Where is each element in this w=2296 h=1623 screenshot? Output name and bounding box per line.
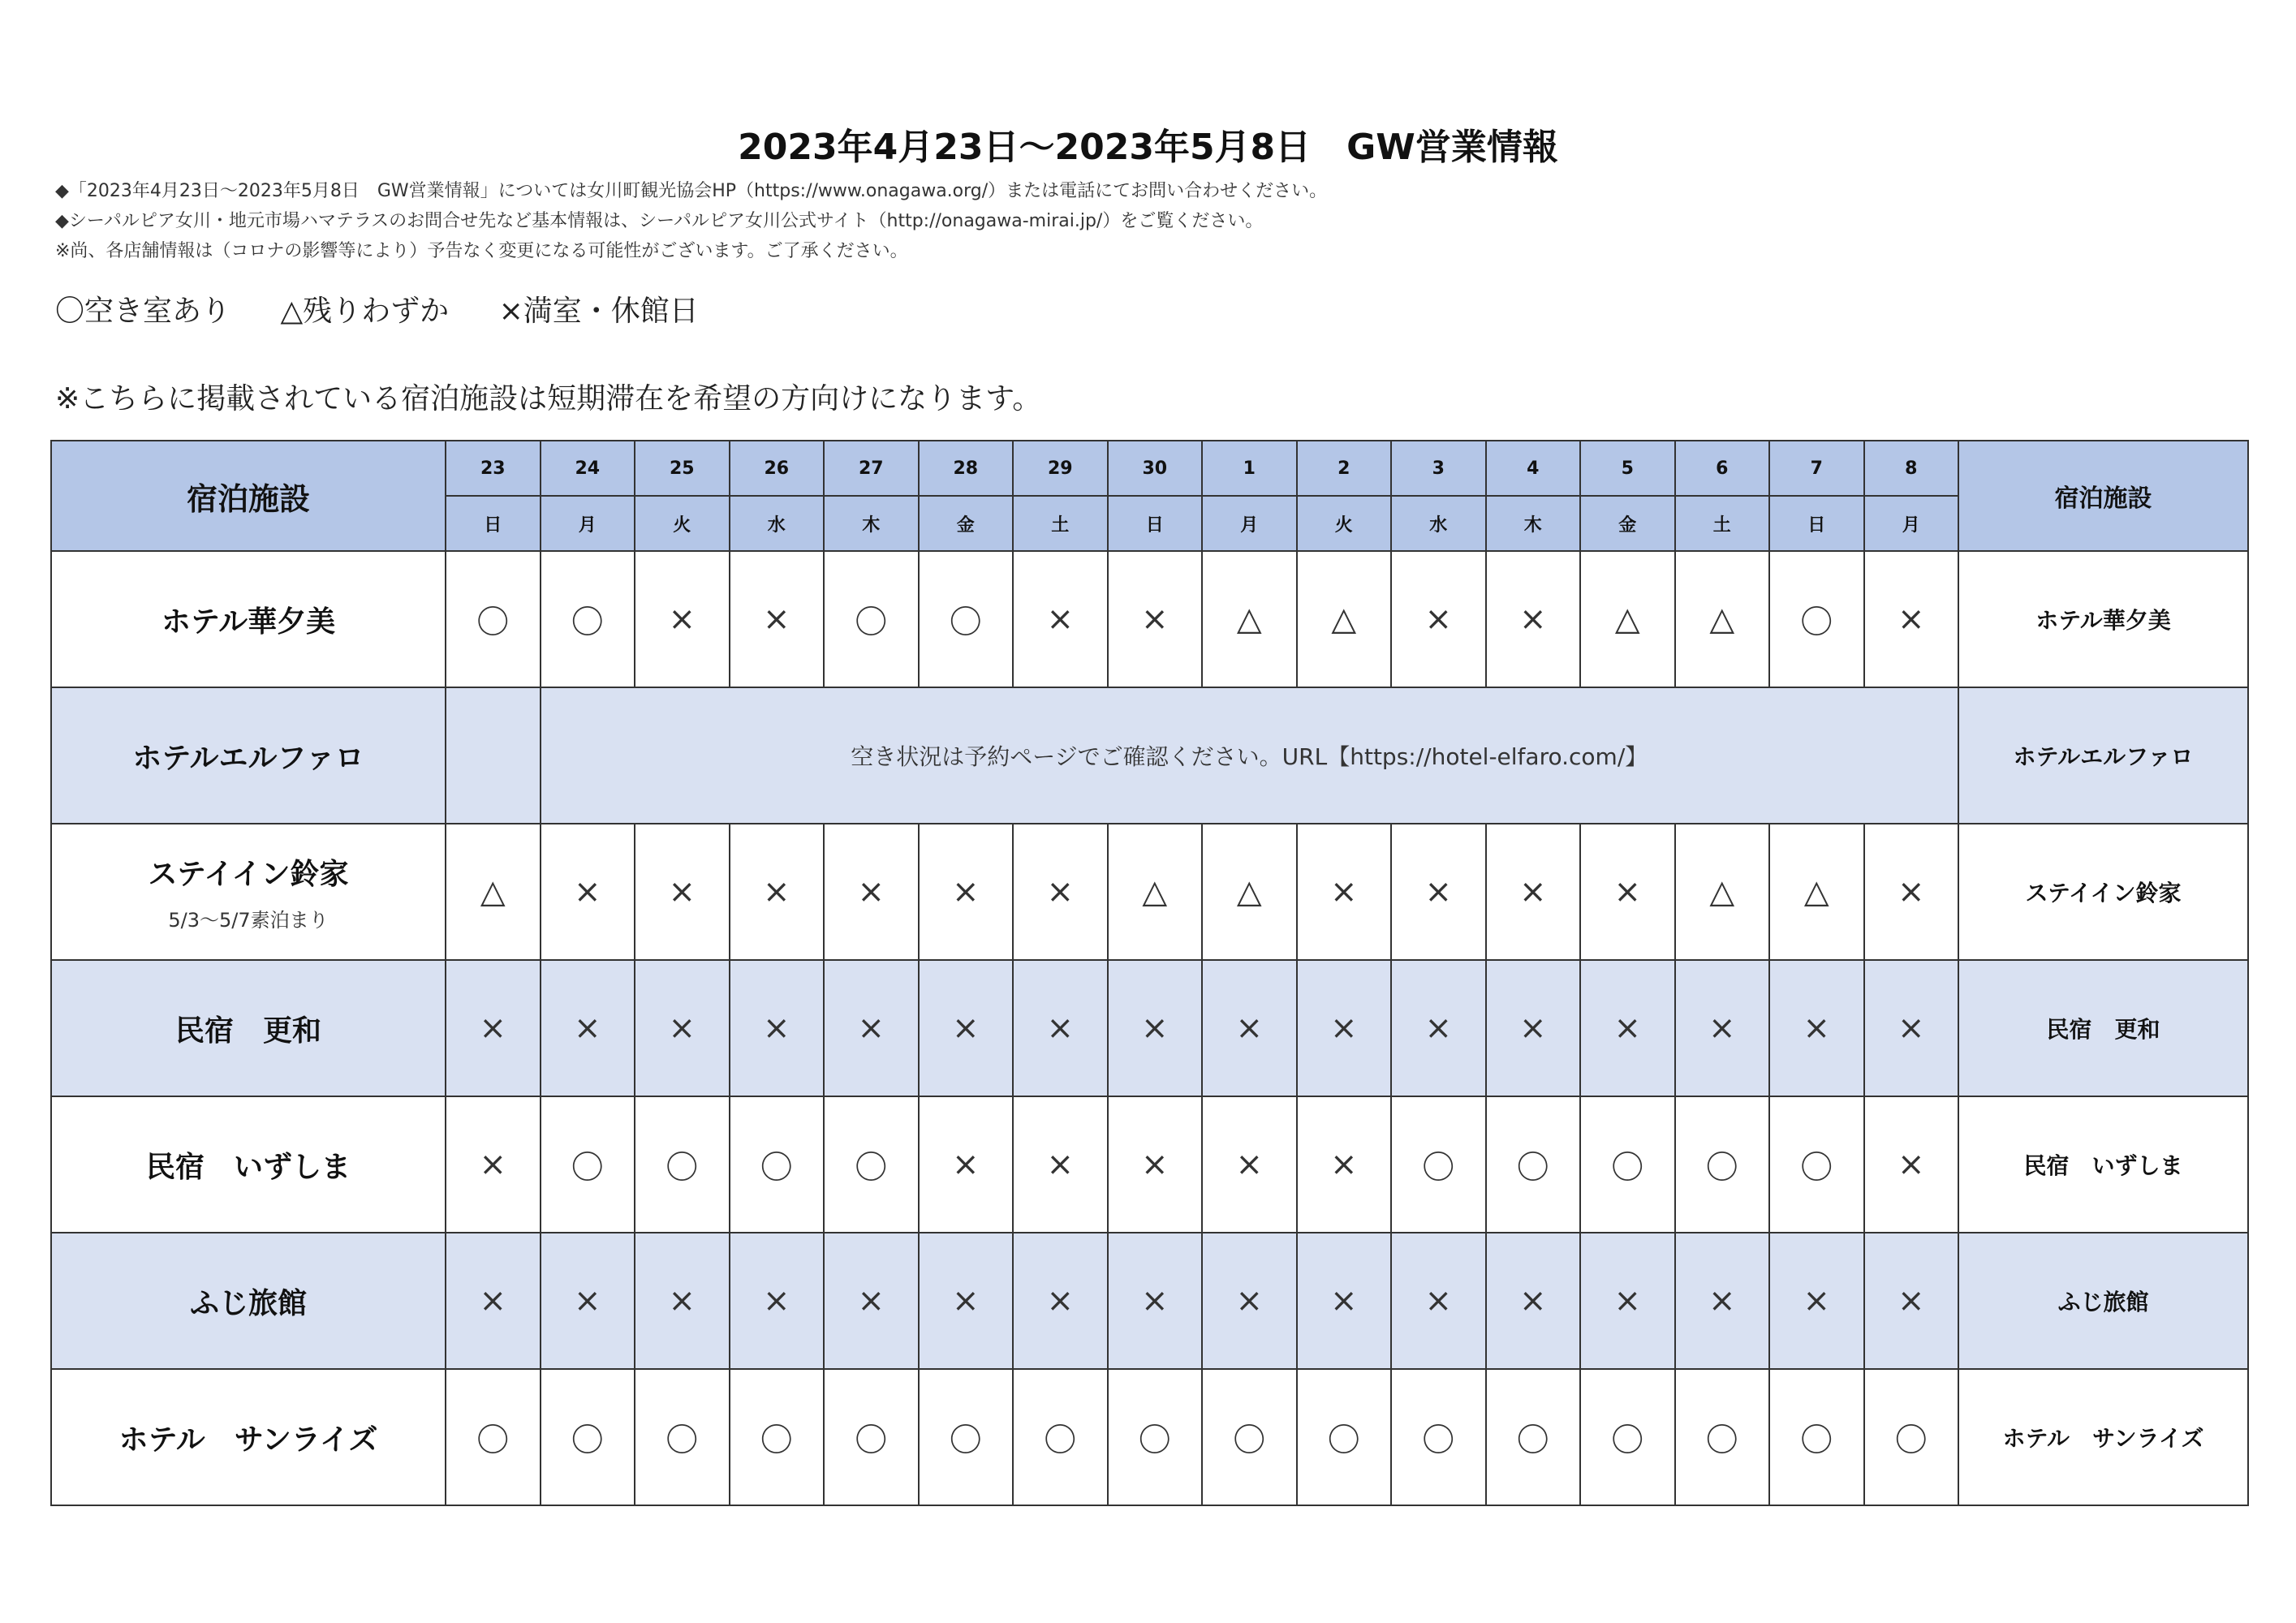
facility-header: 宿泊施設 — [51, 441, 446, 551]
availability-table — [50, 440, 2249, 1506]
availability-mark: 〇 — [446, 551, 541, 687]
availability-mark: 〇 — [541, 551, 635, 687]
availability-mark: × — [824, 824, 919, 960]
availability-mark: × — [1202, 1233, 1297, 1369]
availability-mark: × — [1108, 1096, 1203, 1233]
facility-note: 5/3～5/7素泊まり — [168, 909, 329, 932]
weekday-header: 金 — [1580, 496, 1675, 551]
facility-name: ホテルエルファロ — [132, 741, 364, 775]
availability-mark: × — [1391, 1233, 1486, 1369]
date-header: 6 — [1675, 441, 1770, 496]
availability-mark: × — [919, 824, 1014, 960]
availability-mark: 〇 — [635, 1096, 730, 1233]
facility-name-right: ホテルエルファロ — [1958, 687, 2248, 824]
availability-mark: × — [730, 551, 825, 687]
note-line: ◆「2023年4月23日～2023年5月8日 GW営業情報」については女川町観光協会HP（https://www.onagawa.org/）または電話にてお問い合わせください。 — [55, 181, 1328, 201]
table-row — [51, 824, 2248, 960]
availability-mark: △ — [1675, 824, 1770, 960]
weekday-header: 水 — [730, 496, 825, 551]
availability-mark: 〇 — [1675, 1096, 1770, 1233]
availability-mark: 〇 — [824, 1096, 919, 1233]
availability-mark: × — [1013, 824, 1108, 960]
availability-mark: 〇 — [1108, 1369, 1203, 1505]
availability-mark: × — [1769, 1233, 1864, 1369]
weekday-header: 日 — [1108, 496, 1203, 551]
availability-mark: 〇 — [1769, 1369, 1864, 1505]
availability-mark: 〇 — [730, 1369, 825, 1505]
availability-mark: × — [1864, 1233, 1959, 1369]
availability-mark: × — [730, 960, 825, 1096]
note-line: ※尚、各店舗情報は（コロナの影響等により）予告なく変更になる可能性がございます。ご了承ください。 — [55, 241, 908, 261]
availability-mark: × — [1580, 960, 1675, 1096]
availability-mark: × — [1391, 551, 1486, 687]
availability-mark: × — [635, 551, 730, 687]
availability-mark: 〇 — [1202, 1369, 1297, 1505]
date-header: 2 — [1297, 441, 1392, 496]
facility-name-right: ステイイン鈴家 — [1958, 824, 2248, 960]
availability-mark: × — [1769, 960, 1864, 1096]
empty-cell — [446, 687, 541, 824]
availability-mark: × — [1864, 960, 1959, 1096]
availability-mark: × — [1013, 551, 1108, 687]
date-header: 23 — [446, 441, 541, 496]
availability-mark: 〇 — [635, 1369, 730, 1505]
availability-mark: × — [446, 960, 541, 1096]
date-header: 24 — [541, 441, 635, 496]
availability-mark: 〇 — [1580, 1096, 1675, 1233]
facility-name-right: 民宿 更和 — [1958, 960, 2248, 1096]
table-row — [51, 1233, 2248, 1369]
facility-name: ホテル華夕美 — [161, 605, 336, 639]
availability-mark: × — [730, 824, 825, 960]
availability-mark: × — [1486, 824, 1581, 960]
date-header-row — [51, 441, 2248, 496]
facility-name: 民宿 更和 — [174, 1014, 321, 1048]
availability-mark: × — [824, 960, 919, 1096]
table-row — [51, 551, 2248, 687]
date-header: 7 — [1769, 441, 1864, 496]
availability-mark: 〇 — [1769, 551, 1864, 687]
availability-mark: × — [1391, 824, 1486, 960]
availability-mark: × — [541, 960, 635, 1096]
availability-mark: × — [1297, 960, 1392, 1096]
availability-mark: 〇 — [1675, 1369, 1770, 1505]
note-line: ◆シーパルピア女川・地元市場ハマテラスのお問合せ先など基本情報は、シーパルピア女川公式サイト（http://onagawa-mirai.jp/）をご覧ください。 — [55, 211, 1264, 231]
weekday-header: 月 — [1202, 496, 1297, 551]
availability-mark: × — [1297, 1096, 1392, 1233]
availability-mark: 〇 — [1864, 1369, 1959, 1505]
availability-mark: × — [1864, 824, 1959, 960]
weekday-header: 火 — [635, 496, 730, 551]
availability-mark: 〇 — [1486, 1369, 1581, 1505]
availability-mark: × — [1108, 551, 1203, 687]
availability-mark: × — [1013, 960, 1108, 1096]
availability-mark: × — [1013, 1096, 1108, 1233]
table-row — [51, 1096, 2248, 1233]
table-row — [51, 960, 2248, 1096]
facility-name-right: ホテル サンライズ — [1958, 1369, 2248, 1505]
weekday-header: 火 — [1297, 496, 1392, 551]
availability-message: 空き状況は予約ページでご確認ください。URL【https://hotel-elfaro.com/】 — [541, 687, 1959, 824]
availability-mark: 〇 — [1769, 1096, 1864, 1233]
availability-mark: × — [1297, 824, 1392, 960]
facility-name-cell — [51, 687, 446, 824]
facility-name: ステイイン鈴家 — [148, 858, 349, 891]
date-header: 28 — [919, 441, 1014, 496]
facility-name-cell — [51, 960, 446, 1096]
facility-name-cell — [51, 1369, 446, 1505]
availability-mark: 〇 — [1486, 1096, 1581, 1233]
availability-mark: × — [730, 1233, 825, 1369]
availability-mark: 〇 — [446, 1369, 541, 1505]
facility-header-right: 宿泊施設 — [1958, 441, 2248, 551]
availability-mark: 〇 — [1580, 1369, 1675, 1505]
weekday-header: 日 — [446, 496, 541, 551]
page-title: 2023年4月23日～2023年5月8日 GW営業情報 — [738, 127, 1558, 168]
date-header: 1 — [1202, 441, 1297, 496]
facility-name-cell — [51, 1233, 446, 1369]
weekday-header: 月 — [541, 496, 635, 551]
availability-mark: △ — [1202, 824, 1297, 960]
legend-available: 〇空き室あり — [55, 295, 231, 328]
facility-name-right: ふじ旅館 — [1958, 1233, 2248, 1369]
date-header: 5 — [1580, 441, 1675, 496]
weekday-header: 木 — [824, 496, 919, 551]
availability-mark: × — [1202, 1096, 1297, 1233]
facility-name-cell — [51, 1096, 446, 1233]
availability-mark: × — [635, 960, 730, 1096]
facility-name: ホテル サンライズ — [118, 1423, 378, 1457]
table-row — [51, 1369, 2248, 1505]
date-header: 8 — [1864, 441, 1959, 496]
availability-mark: × — [1580, 1233, 1675, 1369]
facility-name-cell — [51, 824, 446, 960]
date-header: 3 — [1391, 441, 1486, 496]
availability-mark: △ — [1108, 824, 1203, 960]
availability-mark: × — [919, 1096, 1014, 1233]
date-header: 27 — [824, 441, 919, 496]
legend-few-left: △残りわずか — [280, 295, 450, 328]
availability-mark: 〇 — [730, 1096, 825, 1233]
availability-mark: 〇 — [1013, 1369, 1108, 1505]
availability-mark: × — [541, 1233, 635, 1369]
availability-mark: △ — [1580, 551, 1675, 687]
date-header: 26 — [730, 441, 825, 496]
availability-mark: × — [1864, 551, 1959, 687]
availability-mark: △ — [446, 824, 541, 960]
availability-mark: × — [919, 1233, 1014, 1369]
availability-mark: × — [1675, 960, 1770, 1096]
availability-mark: 〇 — [824, 551, 919, 687]
availability-mark: × — [1202, 960, 1297, 1096]
weekday-header: 土 — [1013, 496, 1108, 551]
availability-mark: × — [824, 1233, 919, 1369]
availability-mark: △ — [1675, 551, 1770, 687]
availability-mark: △ — [1202, 551, 1297, 687]
weekday-header: 水 — [1391, 496, 1486, 551]
availability-mark: × — [1297, 1233, 1392, 1369]
weekday-header: 木 — [1486, 496, 1581, 551]
notice-text: ※こちらに掲載されている宿泊施設は短期滞在を希望の方向けになります。 — [55, 382, 1042, 415]
facility-name-right: 民宿 いずしま — [1958, 1096, 2248, 1233]
availability-mark: △ — [1769, 824, 1864, 960]
availability-mark: × — [541, 824, 635, 960]
availability-mark: × — [635, 1233, 730, 1369]
availability-mark: × — [1108, 1233, 1203, 1369]
availability-mark: × — [1391, 960, 1486, 1096]
date-header: 4 — [1486, 441, 1581, 496]
availability-mark: × — [1486, 1233, 1581, 1369]
availability-mark: × — [1486, 551, 1581, 687]
facility-name: ふじ旅館 — [189, 1286, 307, 1320]
availability-mark: × — [919, 960, 1014, 1096]
availability-mark: × — [1580, 824, 1675, 960]
availability-mark: 〇 — [1391, 1096, 1486, 1233]
availability-mark: 〇 — [541, 1369, 635, 1505]
availability-mark: × — [1486, 960, 1581, 1096]
availability-mark: 〇 — [1297, 1369, 1392, 1505]
date-header: 25 — [635, 441, 730, 496]
availability-mark: × — [446, 1096, 541, 1233]
date-header: 30 — [1108, 441, 1203, 496]
legend — [55, 288, 739, 329]
availability-mark: 〇 — [1391, 1369, 1486, 1505]
availability-mark: 〇 — [824, 1369, 919, 1505]
availability-mark: × — [1013, 1233, 1108, 1369]
availability-mark: 〇 — [541, 1096, 635, 1233]
availability-mark: △ — [1297, 551, 1392, 687]
availability-mark: × — [1675, 1233, 1770, 1369]
availability-mark: × — [635, 824, 730, 960]
availability-mark: 〇 — [919, 1369, 1014, 1505]
weekday-header: 土 — [1675, 496, 1770, 551]
availability-mark: × — [446, 1233, 541, 1369]
availability-mark: × — [1108, 960, 1203, 1096]
facility-name-right: ホテル華夕美 — [1958, 551, 2248, 687]
availability-mark: 〇 — [919, 551, 1014, 687]
legend-full: ×満室・休館日 — [498, 295, 699, 328]
weekday-header: 日 — [1769, 496, 1864, 551]
facility-name-cell — [51, 551, 446, 687]
facility-name: 民宿 いずしま — [145, 1150, 351, 1184]
weekday-header: 月 — [1864, 496, 1959, 551]
availability-mark: × — [1864, 1096, 1959, 1233]
weekday-header: 金 — [919, 496, 1014, 551]
table-row — [51, 687, 2248, 824]
date-header: 29 — [1013, 441, 1108, 496]
